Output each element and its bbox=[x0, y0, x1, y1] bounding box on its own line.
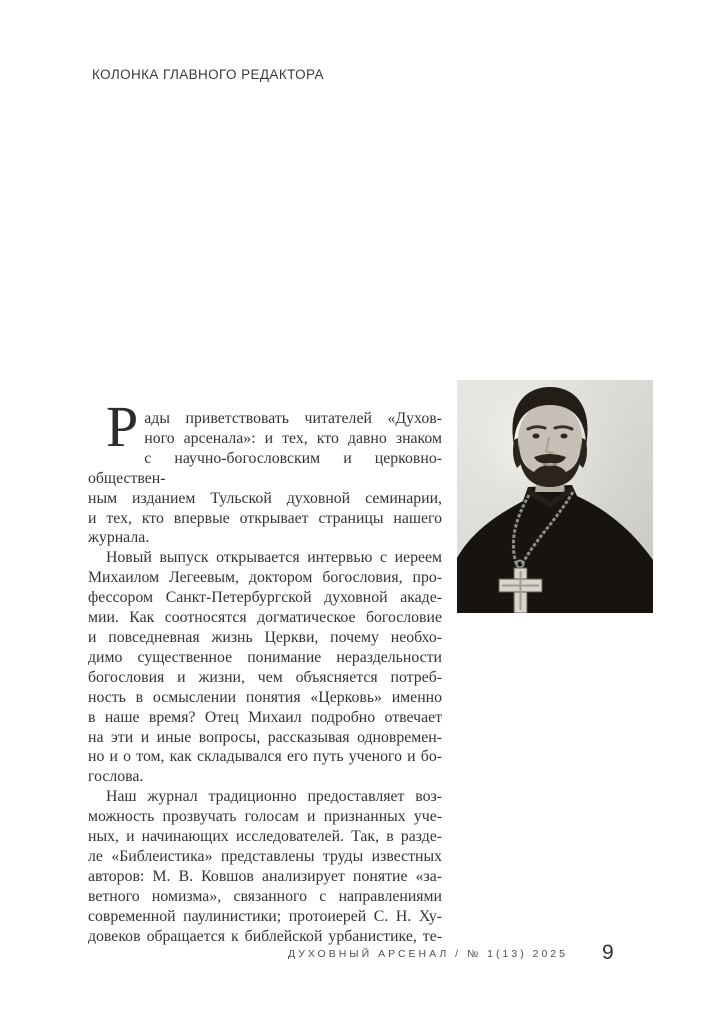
priest-portrait-photo bbox=[457, 380, 653, 613]
priest-eye-left bbox=[533, 434, 540, 439]
paragraph bbox=[88, 548, 442, 787]
text-line: можность прозвучать голосам и признанных уче- bbox=[88, 808, 442, 826]
text-line: димо существенное понимание нераздельности bbox=[88, 648, 442, 666]
text-line: на эти и иные вопросы, рассказывая одновремен- bbox=[88, 728, 442, 746]
text-line: современной паулинистики; протоиерей С. Н. Ху- bbox=[88, 907, 442, 925]
text-line: Новый выпуск открывается интервью с иереем bbox=[106, 549, 442, 567]
text-line: в наше время? Отец Михаил подробно отвечает bbox=[88, 708, 442, 726]
text-line: и повседневная жизнь Церкви, почему необхо- bbox=[88, 628, 442, 646]
text-line: мии. Как соотносятся догматическое богословие bbox=[88, 609, 442, 627]
text-line: с научно-богословским и церковно-обществен- bbox=[88, 449, 442, 487]
text-line: Михаилом Легеевым, доктором богословия, про- bbox=[88, 569, 442, 587]
article-body bbox=[88, 394, 442, 946]
priest-chin-beard bbox=[533, 465, 567, 487]
drop-cap: Р bbox=[106, 394, 139, 459]
text-line: но и о том, как складывался его путь ученого и бо- bbox=[88, 748, 442, 766]
text-line: и тех, кто впервые открывает страницы нашего bbox=[88, 509, 442, 527]
text-line: ных, и начинающих исследователей. Так, в разде- bbox=[88, 828, 442, 846]
priest-eye-right bbox=[561, 434, 568, 439]
text-line: богословия и жизни, чем объясняется потреб- bbox=[88, 668, 442, 686]
text-line: фессором Санкт-Петербургской духовной акаде- bbox=[88, 589, 442, 607]
section-header: КОЛОНКА ГЛАВНОГО РЕДАКТОРА bbox=[92, 67, 324, 82]
text-line: Наш журнал традиционно предоставляет воз- bbox=[106, 788, 442, 806]
text-line: журнала. bbox=[88, 529, 150, 547]
text-line: ветного номизма», связанного с направлениями bbox=[88, 887, 442, 905]
text-line: ным изданием Тульской духовной семинарии, bbox=[88, 489, 442, 507]
text-line: ность в осмыслении понятия «Церковь» именно bbox=[88, 688, 442, 706]
priest-portrait-illustration bbox=[457, 380, 653, 613]
text-line: ады приветствовать читателей «Духов- bbox=[144, 410, 442, 427]
page-number: 9 bbox=[602, 941, 614, 964]
text-line: довеков обращается к библейской урбанистике, те- bbox=[88, 927, 442, 945]
text-line: гослова. bbox=[88, 768, 144, 786]
text-line: авторов: М. В. Ковшов анализирует понятие «за- bbox=[88, 867, 442, 885]
paragraph bbox=[88, 394, 442, 548]
journal-footer-text: ДУХОВНЫЙ АРСЕНАЛ / № 1(13) 2025 bbox=[288, 948, 568, 960]
paragraph bbox=[88, 787, 442, 946]
text-line: ного арсенала»: и тех, кто давно знаком bbox=[144, 429, 442, 447]
text-line: ле «Библеистика» представлены труды известных bbox=[88, 847, 442, 865]
